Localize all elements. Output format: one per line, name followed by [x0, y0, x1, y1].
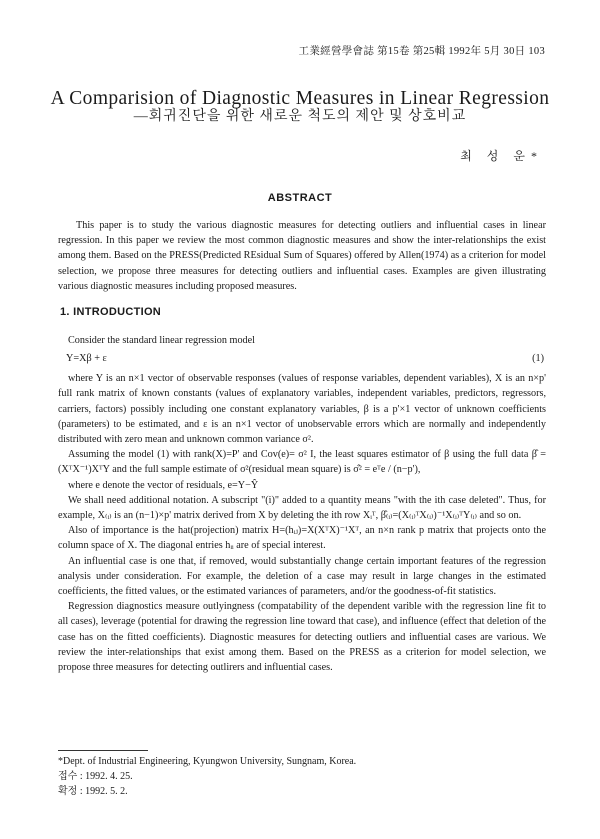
intro-paragraph-3: Assuming the model (1) with rank(X)=P' and Cov(e)= σ² I, the least squares estimator of β using the full data β̂ =(XᵀX⁻¹)XᵀY and the full sample estimate of σ²(residual mean square) is σ̂² = eᵀe / (n−p'), [58, 449, 546, 476]
footnote-received: 접수 : 1992. 4. 25. [58, 771, 133, 782]
abstract-text: This paper is to study the various diagnostic measures for detecting outliers and influential cases in linear regression. In this paper we review the most common diagnostic measures and show the inter-relationships the exist among them. Based on the PRESS(Predicted REsidual Sum of Squares) offered by Allen(1974) as a criterion for model selection, we propose three measures for detecting outliers and influential cases. Examples are given illustrating various diagnostic measures including proposed measures. [58, 220, 546, 292]
paper-title: A Comparision of Diagnostic Measures in Linear Regression [50, 88, 550, 109]
intro-paragraph-6: Also of importance is the hat(projection) matrix H=(hᵢⱼ)=X(XᵀX)⁻¹Xᵀ, an n×n rank p matrix that projects onto the column space of X. The diagonal entries hᵢᵢ are of special interest. [58, 525, 546, 552]
equation-number: (1) [532, 353, 544, 365]
paper-subtitle: —회귀진단을 위한 새로운 척도의 제안 및 상호비교 [133, 109, 467, 124]
intro-paragraph-5: We shall need additional notation. A subscript "(i)" added to a quantity means "with the ith case deleted". Thus, for example, X₍ᵢ₎ is an (n−1)×p' matrix derived from X by deleting the ith row Xᵢᵀ, β̂₍ᵢ₎=(X₍ᵢ₎ᵀX₍ᵢ₎)⁻¹X₍ᵢ₎ᵀY₍ᵢ₎ and so on. [58, 494, 546, 522]
footnote-rule [58, 750, 148, 751]
journal-header: 工業經營學會誌 第15卷 第25輯 1992年 5月 30日 103 [298, 46, 545, 57]
intro-paragraph-2: where Y is an n×1 vector of observable responses (values of response variables, dependent variables), X is an n×p' full rank matrix of known constants (values of explanatory variables, independent variables, predictors, regressors, carriers, factors) possibly including one constant explanatory variables, β is a p'×1 vector of unknown coefficients (parameters) to be estimated, and ε is an n×1 vector of unobservable errors which are normally and independently distributed with zero mean and unknown common variance σ². [58, 373, 546, 446]
abstract-heading: ABSTRACT [267, 192, 333, 204]
intro-paragraph-8: Regression diagnostics measure outlyingness (compatability of the dependent varible with the regression line fit to all cases), leverage (potential for drawing the regression line toward that case), and influence (effect that deletion of the case has on the fitted coefficients). Diagnostic measures for detecting outliers and influential cases are various. We review the inter-relationships that exist among them. Based on the PRESS as a criterion for model selection, we propose three measures for detecting outlirers and influential cases. [58, 601, 546, 674]
intro-paragraph-4: where e denote the vector of residuals, e=Y−Ŷ [68, 479, 259, 491]
equation-expression: Y=Xβ + ε [66, 353, 107, 365]
footnote-accepted: 확정 : 1992. 5. 2. [58, 786, 128, 797]
author-name: 최 성 운* [460, 149, 543, 163]
footnote-affiliation: *Dept. of Industrial Engineering, Kyungwon University, Sungnam, Korea. [58, 756, 357, 767]
intro-paragraph-1: Consider the standard linear regression model [68, 335, 256, 346]
introduction-body [58, 333, 546, 675]
section-heading-introduction: 1. INTRODUCTION [60, 306, 162, 318]
intro-paragraph-7: An influential case is one that, if removed, would substantially change certain important features of the regression analysis under consideration. For example, the deletion of a case may result in large changes in the estimated coefficients, the fitted values, or the estimated variances of parameters, and/or the goodness-of-fit statistics. [58, 555, 546, 598]
abstract-body [58, 218, 546, 294]
footnote [58, 754, 546, 799]
equation-1 [58, 350, 546, 369]
